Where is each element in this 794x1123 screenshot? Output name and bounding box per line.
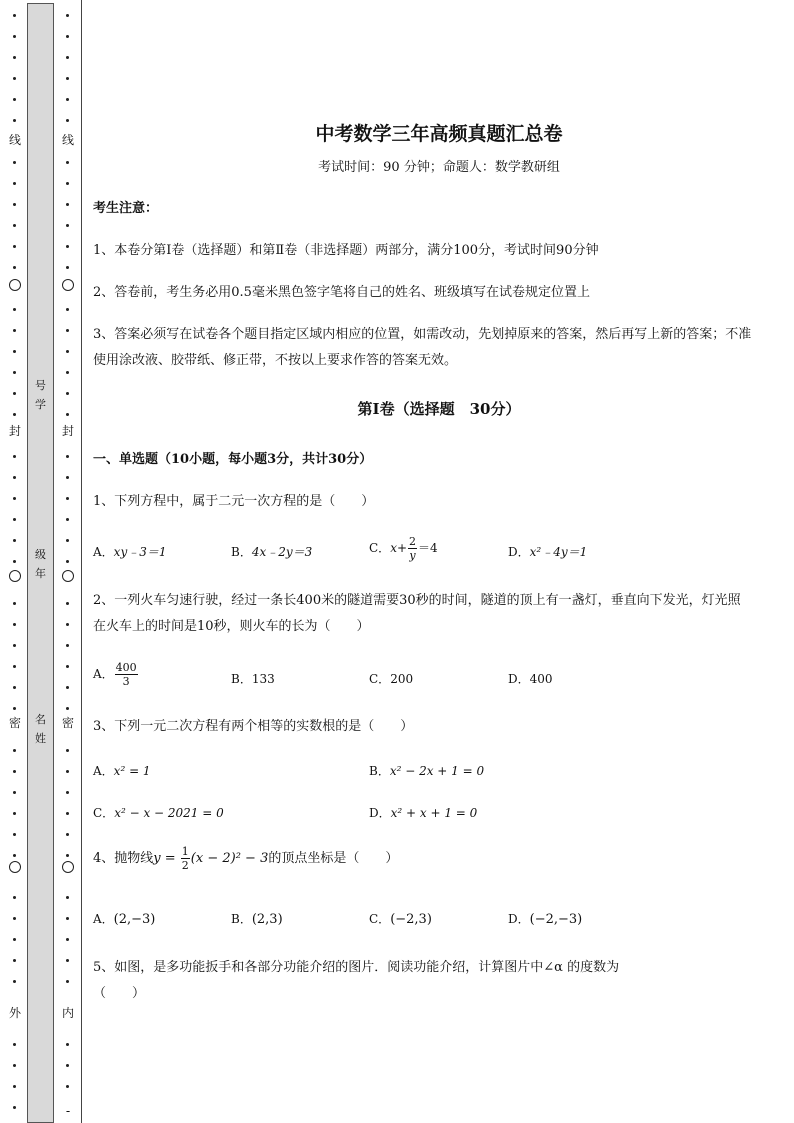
binding-dot — [13, 959, 16, 962]
question-1-stem: 1、下列方程中，属于二元一次方程的是（ ） — [93, 494, 375, 509]
binding-dot — [66, 665, 69, 668]
question-3-option-c: C．x² − x − 2021 = 0 — [93, 806, 224, 820]
binding-dot — [66, 602, 69, 605]
binding-dot — [66, 77, 69, 80]
binding-dot — [66, 203, 69, 206]
binding-dot — [66, 896, 69, 899]
binding-dot — [66, 980, 69, 983]
outer-mark-wai: 外 — [8, 1006, 21, 1020]
binding-dot — [13, 1106, 16, 1109]
student-info-strip — [27, 3, 54, 1123]
binding-dot — [13, 497, 16, 500]
inner-bottom-mark: - — [65, 1104, 71, 1118]
inner-dotted-line — [59, 0, 77, 1123]
binding-dot — [66, 518, 69, 521]
binding-dot — [13, 245, 16, 248]
question-4-option-a: A．(2,−3) — [93, 912, 156, 927]
inner-mark-feng: 封 — [61, 424, 74, 438]
binding-dot — [66, 497, 69, 500]
binding-dot — [13, 350, 16, 353]
binding-circle-icon — [62, 279, 74, 291]
name-label: 名 姓 — [35, 713, 46, 745]
binding-dot — [13, 560, 16, 563]
binding-dot — [66, 749, 69, 752]
binding-dot — [13, 98, 16, 101]
binding-dot — [66, 791, 69, 794]
binding-margin — [0, 0, 84, 1123]
binding-dot — [13, 812, 16, 815]
binding-dot — [13, 980, 16, 983]
question-3-option-a: A．x² = 1 — [93, 764, 151, 778]
binding-dot — [13, 686, 16, 689]
binding-dot — [13, 266, 16, 269]
binding-dot — [13, 602, 16, 605]
binding-dot — [66, 371, 69, 374]
question-4-option-b: B．(2,3) — [231, 912, 283, 927]
question-4-option-d: D．(−2,−3) — [508, 912, 583, 927]
binding-circle-icon — [9, 570, 21, 582]
binding-dot — [13, 161, 16, 164]
binding-border-line — [81, 0, 82, 1123]
question-3-stem: 3、下列一元二次方程有两个相等的实数根的是（ ） — [93, 719, 414, 734]
notice-item-3: 3、答案必须写在试卷各个题目指定区域内相应的位置，如需改动，先划掉原来的答案，然后再写上新的答案；不准使用涂改液、胶带纸、修正带，不按以上要求作答的答案无效。 — [93, 327, 752, 368]
binding-dot — [13, 707, 16, 710]
binding-dot — [13, 539, 16, 542]
binding-dot — [66, 182, 69, 185]
binding-dot — [13, 56, 16, 59]
binding-dot — [66, 938, 69, 941]
binding-dot — [66, 224, 69, 227]
fraction: $\frac{400}{3}$ — [115, 661, 137, 688]
binding-dot — [66, 56, 69, 59]
binding-dot — [13, 749, 16, 752]
binding-dot — [66, 455, 69, 458]
binding-dot — [66, 833, 69, 836]
binding-dot — [13, 623, 16, 626]
grade-label: 级 年 — [35, 548, 46, 580]
binding-circle-icon — [62, 861, 74, 873]
binding-dot — [66, 812, 69, 815]
outer-dotted-line — [6, 0, 24, 1123]
binding-dot — [13, 455, 16, 458]
question-5-stem: 5、如图，是多功能扳手和各部分功能介绍的图片．阅读功能介绍，计算图片中∠α 的度数为 — [93, 960, 620, 975]
binding-dot — [13, 938, 16, 941]
binding-dot — [13, 203, 16, 206]
binding-dot — [13, 854, 16, 857]
binding-dot — [66, 560, 69, 563]
inner-mark-mi: 密 — [61, 716, 74, 730]
binding-dot — [66, 1043, 69, 1046]
binding-dot — [13, 119, 16, 122]
outer-mark-feng: 封 — [8, 424, 21, 438]
binding-dot — [13, 917, 16, 920]
binding-dot — [13, 224, 16, 227]
binding-dot — [66, 350, 69, 353]
inner-mark-xian: 线 — [61, 133, 74, 147]
binding-dot — [66, 917, 69, 920]
question-1-option-a: A．xy﹣3＝1 — [93, 545, 167, 559]
binding-dot — [13, 14, 16, 17]
binding-dot — [66, 686, 69, 689]
binding-dot — [13, 665, 16, 668]
binding-dot — [66, 245, 69, 248]
binding-dot — [66, 476, 69, 479]
binding-dot — [13, 833, 16, 836]
question-3-option-d: D．x² + x + 1 = 0 — [369, 806, 478, 820]
question-3-option-b: B．x² − 2x + 1 = 0 — [369, 764, 485, 778]
binding-dot — [66, 1064, 69, 1067]
outer-mark-xian: 线 — [8, 133, 21, 147]
binding-dot — [13, 518, 16, 521]
binding-dot — [13, 1043, 16, 1046]
binding-dot — [13, 329, 16, 332]
question-1-option-c: C．x+ $\frac{2}{y}$ ＝4 — [369, 535, 438, 562]
binding-dot — [13, 413, 16, 416]
question-2-option-b: B．133 — [231, 672, 275, 686]
binding-dot — [13, 371, 16, 374]
question-5-stem-cont: （ ） — [93, 986, 146, 1001]
binding-dot — [66, 539, 69, 542]
inner-mark-nei: 内 — [61, 1006, 74, 1020]
notice-item-2: 2、答卷前，考生务必用0.5毫米黑色签字笔将自己的姓名、班级填写在试卷规定位置上 — [93, 285, 590, 300]
binding-dot — [66, 35, 69, 38]
binding-dot — [66, 854, 69, 857]
binding-circle-icon — [9, 861, 21, 873]
binding-dot — [13, 1085, 16, 1088]
binding-dot — [66, 98, 69, 101]
binding-dot — [13, 308, 16, 311]
part-heading: 一、单选题（10小题，每小题3分，共计30分） — [93, 452, 373, 467]
question-1-option-b: B．4x﹣2y＝3 — [231, 545, 313, 559]
question-2-option-d: D．400 — [508, 672, 553, 686]
binding-dot — [13, 770, 16, 773]
binding-dot — [66, 392, 69, 395]
binding-dot — [66, 623, 69, 626]
binding-dot — [66, 266, 69, 269]
section-title: 第Ⅰ卷（选择题 30分） — [357, 400, 521, 418]
binding-dot — [13, 476, 16, 479]
binding-dot — [66, 308, 69, 311]
binding-dot — [13, 644, 16, 647]
binding-dot — [66, 770, 69, 773]
binding-dot — [66, 413, 69, 416]
exam-title: 中考数学三年高频真题汇总卷 — [315, 123, 563, 145]
notice-item-1: 1、本卷分第Ⅰ卷（选择题）和第Ⅱ卷（非选择题）两部分，满分100分，考试时间90分钟 — [93, 243, 599, 258]
binding-dot — [13, 182, 16, 185]
binding-dot — [13, 392, 16, 395]
question-2-option-a: A． $\frac{400}{3}$ — [93, 661, 137, 688]
exam-subtitle: 考试时间：90 分钟；命题人：数学教研组 — [318, 160, 560, 175]
binding-dot — [66, 644, 69, 647]
binding-circle-icon — [62, 570, 74, 582]
outer-mark-mi: 密 — [8, 716, 21, 730]
binding-dot — [66, 1085, 69, 1088]
question-4-stem: 4、抛物线y = $\frac{1}{2}$ (x − 2)² − 3的顶点坐标是（ ） — [93, 845, 399, 872]
binding-dot — [13, 791, 16, 794]
fraction: $\frac{2}{y}$ — [409, 535, 417, 562]
binding-dot — [13, 896, 16, 899]
binding-dot — [66, 119, 69, 122]
binding-dot — [66, 329, 69, 332]
student-id-label: 号 学 — [35, 379, 46, 411]
binding-circle-icon — [9, 279, 21, 291]
question-2-stem: 2、一列火车匀速行驶，经过一条长400米的隧道需要30秒的时间，隧道的顶上有一盏灯，垂直向下发光，灯光照在火车上的时间是10秒，则火车的长为（ ） — [93, 593, 741, 634]
question-2-option-c: C．200 — [369, 672, 414, 686]
binding-dot — [66, 959, 69, 962]
binding-dot — [66, 14, 69, 17]
binding-dot — [13, 35, 16, 38]
binding-dot — [13, 1064, 16, 1067]
notice-heading: 考生注意： — [93, 201, 159, 216]
fraction: $\frac{1}{2}$ — [181, 845, 189, 872]
binding-dot — [13, 77, 16, 80]
question-1-option-d: D．x²﹣4y＝1 — [508, 545, 588, 559]
question-4-option-c: C．(−2,3) — [369, 912, 432, 927]
binding-dot — [66, 161, 69, 164]
binding-dot — [66, 707, 69, 710]
